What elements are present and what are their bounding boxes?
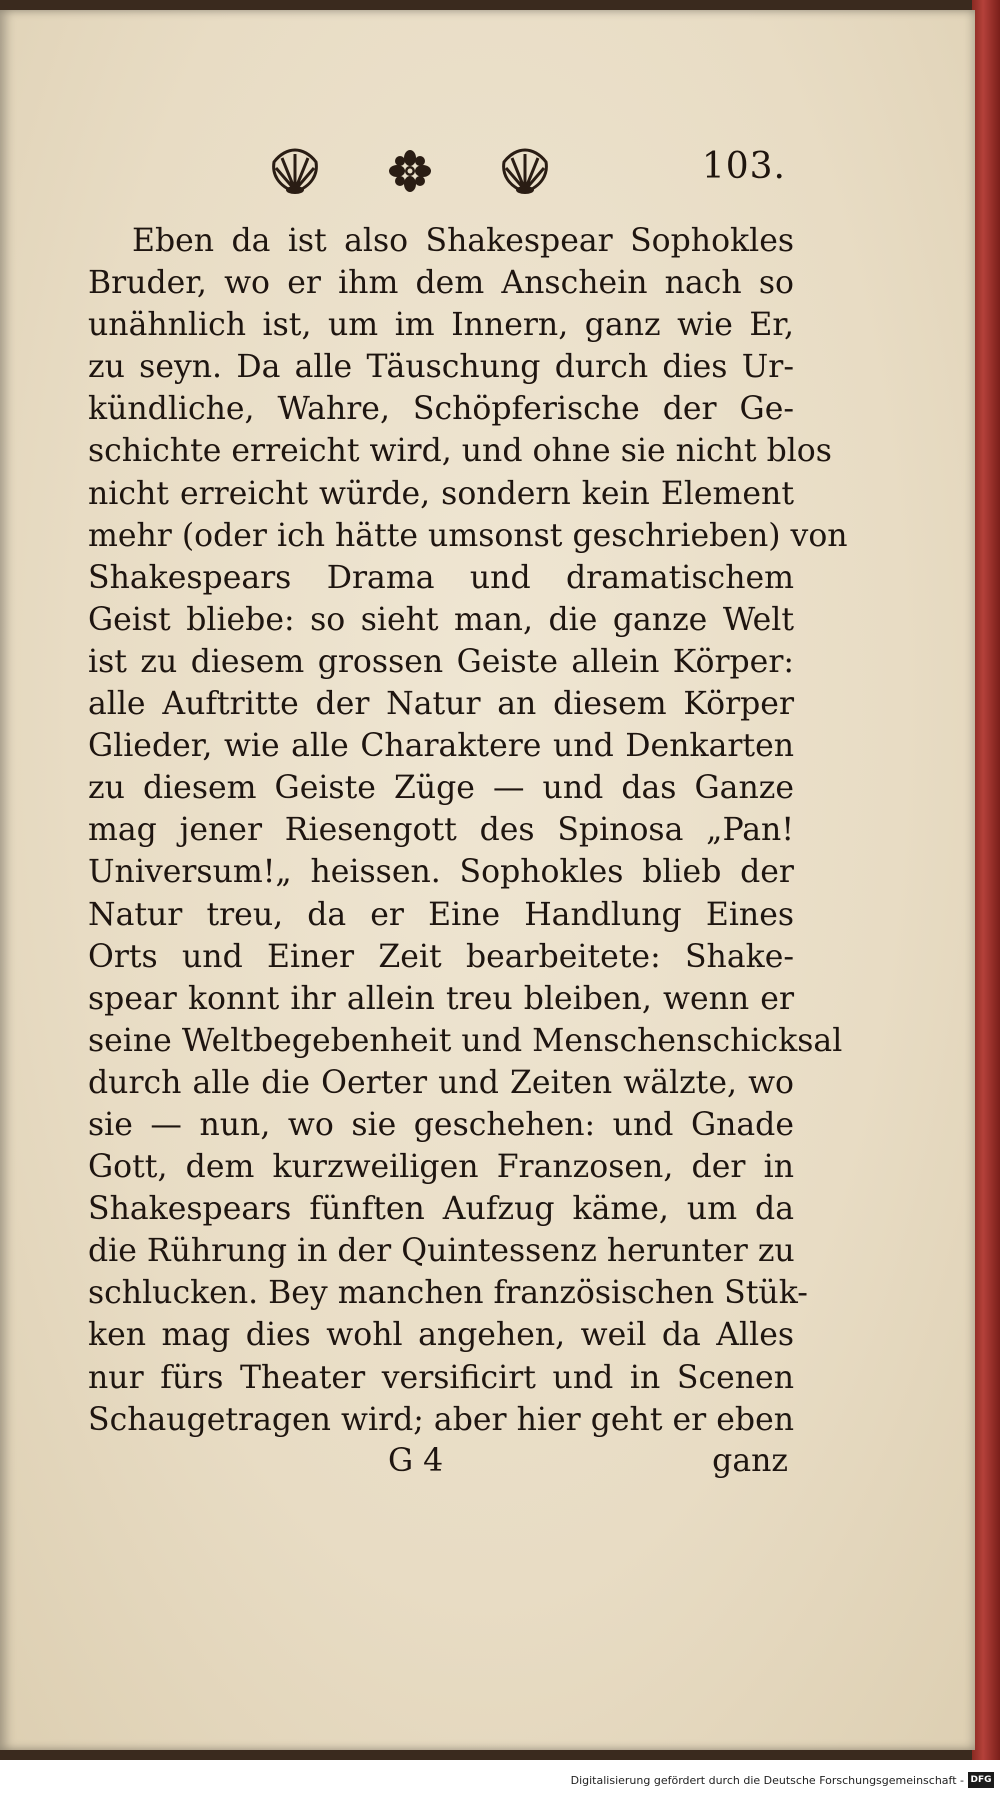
text-line: seine Weltbegebenheit und Menschenschicksal — [88, 1022, 843, 1059]
text-line: unähnlich ist, um im Innern, ganz wie Er, — [88, 307, 794, 344]
text-line: nicht erreicht würde, sondern kein Element — [88, 475, 794, 512]
text-line: Eben da ist also Shakespear Sophokles — [132, 223, 794, 259]
text-line: ist zu diesem grossen Geiste allein Körper: — [88, 643, 794, 680]
text-line: schlucken. Bey manchen französischen Stük- — [88, 1275, 808, 1312]
text-line: Shakespears Drama und dramatischem — [88, 559, 794, 596]
book-page — [0, 10, 975, 1750]
shell-ornament-icon — [498, 146, 552, 196]
body-text — [88, 220, 848, 1441]
text-line: ken mag dies wohl angehen, weil da Alles — [88, 1317, 794, 1354]
text-line: nur fürs Theater versificirt und in Scenen — [88, 1359, 794, 1396]
text-line: schichte erreicht wird, und ohne sie nicht blos — [88, 433, 832, 470]
page-number: 103. — [701, 146, 786, 187]
page-footer — [88, 1443, 794, 1487]
text-line: Orts und Einer Zeit bearbeitete: Shake- — [88, 938, 794, 975]
page-header — [88, 138, 794, 198]
text-line: Schaugetragen wird; aber hier geht er eben — [88, 1401, 794, 1438]
text-line: mag jener Riesengott des Spinosa „Pan! — [88, 812, 794, 849]
text-line: zu seyn. Da alle Täuschung durch dies Ur- — [88, 349, 794, 386]
text-line: sie — nun, wo sie geschehen: und Gnade — [88, 1106, 794, 1143]
attribution-text: Digitalisierung gefördert durch die Deutsche Forschungsgemeinschaft - — [570, 1774, 964, 1787]
catchword: ganz — [712, 1442, 788, 1479]
signature-mark: G 4 — [388, 1442, 444, 1479]
text-line: Bruder, wo er ihm dem Anschein nach so — [88, 265, 794, 302]
dfg-logo: DFG — [968, 1772, 994, 1788]
text-line: durch alle die Oerter und Zeiten wälzte, wo — [88, 1064, 794, 1101]
text-line: Glieder, wie alle Charaktere und Denkarten — [88, 728, 794, 765]
text-line: alle Auftritte der Natur an diesem Körper — [88, 686, 794, 723]
shell-ornament-icon — [268, 146, 322, 196]
text-line: Universum!„ heissen. Sophokles blieb der — [88, 854, 794, 891]
flower-ornament-icon — [388, 149, 432, 193]
text-line: die Rührung in der Quintessenz herunter zu — [88, 1233, 795, 1270]
book-cover-edge — [972, 0, 1000, 1760]
text-line: spear konnt ihr allein treu bleiben, wenn er — [88, 980, 794, 1017]
page-content — [88, 138, 848, 1487]
text-line: Gott, dem kurzweiligen Franzosen, der in — [88, 1149, 794, 1186]
text-line: Shakespears fünften Aufzug käme, um da — [88, 1191, 794, 1228]
text-line: Natur treu, da er Eine Handlung Eines — [88, 896, 794, 933]
attribution-bar — [0, 1760, 1000, 1802]
text-line: kündliche, Wahre, Schöpferische der Ge- — [88, 391, 794, 428]
text-line: Geist bliebe: so sieht man, die ganze Welt — [88, 601, 794, 638]
text-line: zu diesem Geiste Züge — und das Ganze — [88, 770, 794, 807]
header-ornaments — [268, 146, 552, 196]
text-line: mehr (oder ich hätte umsonst geschrieben) von — [88, 517, 848, 554]
